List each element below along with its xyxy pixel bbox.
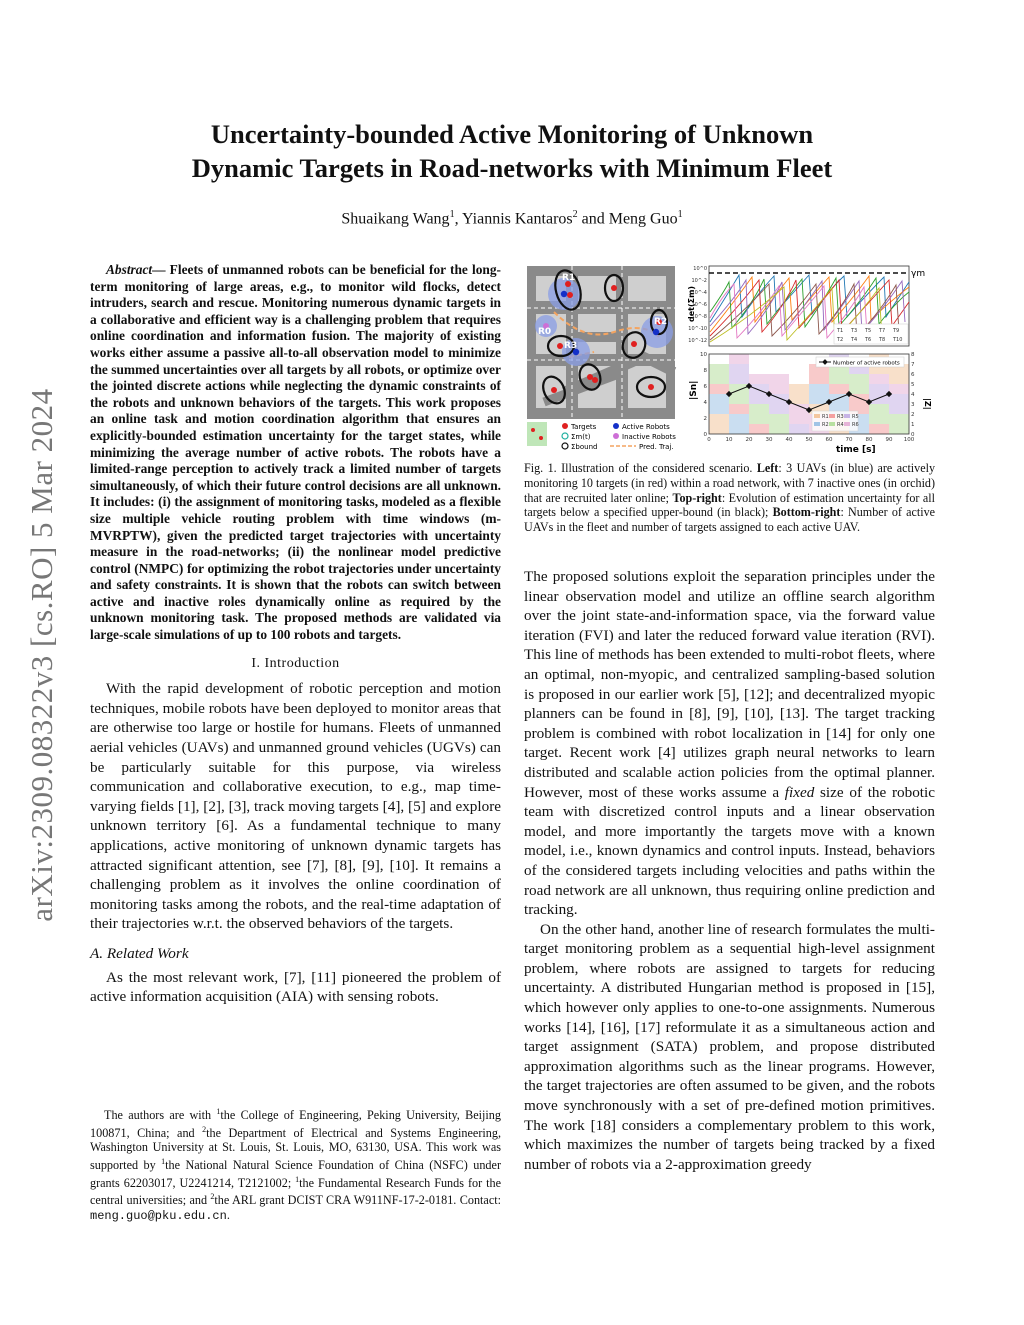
robot-label: R0 [538, 327, 552, 337]
svg-text:Inactive Robots: Inactive Robots [622, 433, 676, 441]
y-tick-label: 2 [703, 416, 707, 422]
x-tick-label: 40 [785, 437, 793, 443]
intro-paragraph: With the rapid development of robotic perception and motion techniques, mobile robots have been deployed to monitor areas that are otherwise too large or hostile for humans. Fleets of unmanned aerial vehicles (UAVs) and unmanned ground vehicles (UGVs) can be particularly suitable for this purpose, via wireless communication and collaborative execution, to e.g., map time-varying fields [1], [2], [3], track moving targets [4], [5] and explore unknown territory [6]. As a fundamental technique to many applications, active monitoring of unknown dynamic targets has attracted significant attention, see [7], [8], [9], [10]. It remains a challenging problem as it involves the online coordination of monitoring tasks among the robots, and the real-time adaptation of their trajectories w.r.t. the observed behaviors of the targets. [90, 680, 501, 933]
authors: Shuaikang Wang$^1$, Yiannis Kantaros$^2$ and Meng Guo$^1$ [341, 209, 683, 228]
assignment-bar [889, 414, 909, 434]
svg-text:T3: T3 [851, 328, 858, 334]
assignment-bar [829, 384, 849, 394]
svg-text:R2: R2 [822, 422, 829, 428]
assignment-bar [749, 374, 769, 384]
assignment-bar [769, 374, 789, 394]
figure-svg [524, 262, 935, 456]
figure-caption: Fig. 1. Illustration of the considered scenario. Left: 3 UAVs (in blue) are actively monitoring 10 targets (in red) within a road network, with 7 inactive ones (in orchid) that are recruited later online; Top-right: Evolution of estimation uncertainty for all targets below a specified upper-bound (in black); Bottom-right: Number of active UAVs in the fleet and number of targets assigned to each active UAV. [524, 461, 935, 535]
svg-text:T9: T9 [893, 328, 900, 334]
road-network-map [527, 266, 675, 419]
related-paragraph: As the most relevant work, [7], [11] pioneered the problem of active information acquisition (AIA) with sensing robots. [90, 968, 501, 1006]
svg-text:10^-6: 10^-6 [691, 302, 707, 308]
robot-label: R2 [654, 317, 668, 327]
svg-text:R6: R6 [852, 422, 859, 428]
svg-text:10^-2: 10^-2 [691, 278, 707, 284]
svg-text:Pred. Traj.: Pred. Traj. [639, 443, 674, 451]
assignment-bar [729, 414, 749, 434]
svg-text:T2: T2 [837, 337, 844, 343]
x-tick-label: 30 [765, 437, 773, 443]
x-tick-label: 70 [845, 437, 853, 443]
assignment-bar [789, 384, 809, 404]
svg-text:|Z|: |Z| [923, 398, 932, 410]
y-tick-label: 0 [703, 432, 707, 438]
svg-text:10^-12: 10^-12 [688, 338, 707, 344]
body-paragraph: The proposed solutions exploit the separation principles under the linear observation model and utilize an offline search algorithm over the joint state-and-information space, via the forward value iteration (FVI) and later the reduced forward value iteration (RVI). This line of methods has been extended to multi-robot fleets, where an optimal, non-myopic, and centralized sampling-based solution is proposed in our earlier work [5], [12]; and decentralized myopic planners can be found in [8], [9], [10], [13]. The target tracking problem is combined with robot localization in [14] for only one target. Recent work [4] utilizes graph neural networks to learn distributed and scalable action policies from the optimal planner. However, most of these works assume a fixed size of the robotic team with discretized control inputs and a linear observation model, and more importantly the targets move with a known model, i.e., known dynamics and control inputs. Instead, behaviors of the considered targets including velocities and paths within the road network are all unknown, thus requiring online prediction and tracking. [524, 568, 935, 919]
assignment-bar [709, 414, 729, 434]
robot-label: R3 [564, 341, 578, 351]
svg-text:Number of active robots: Number of active robots [833, 360, 900, 367]
svg-text:T8: T8 [879, 337, 886, 343]
map-legend [527, 422, 676, 451]
assignment-bar [869, 374, 889, 384]
section-heading: I. Introduction [251, 655, 340, 671]
svg-text:Σbound: Σbound [571, 443, 598, 451]
abstract: Abstract— Fleets of unmanned robots can be beneficial for the long-term monitoring of large areas, e.g., to monitor wild flocks, detect intruders, search and rescue. Monitoring numerous dynamic targets in a collaborative and efficient way is a challenging problem that requires online coordination and information fusion. The majority of existing works either assume a passive all-to-all observation model to minimize the summed uncertainties over all targets by all robots, or optimize over the jointed discrete actions while neglecting the dynamic constraints of the robots and unknown behaviors of the targets. This work proposes an online task and motion coordination algorithm that ensures an explicitly-bounded estimation uncertainty for the target states, while minimizing the average number of active robots. The robots have a limited-range perception to actively track a limited number of targets simultaneously, of which their future control decisions are all unknown. It includes: (i) the assignment of monitoring tasks, modeled as a flexible size multiple vehicle routing problem with time windows (m-MVRPTW), given the predicted target trajectories with uncertainty measure in the road-networks; (ii) the nonlinear model predictive control (NMPC) for optimizing the robot trajectories under uncertainty and safety constraints. It is shown that the robots can switch between active and inactive roles dynamically online as required by the unknown monitoring task. The proposed methods are validated via large-scale simulations of up to 100 robots and targets. [90, 262, 501, 643]
assignment-bar [729, 364, 749, 384]
svg-text:10^-10: 10^-10 [688, 326, 707, 332]
right-column [524, 567, 935, 1174]
y2-tick-label: 8 [911, 352, 915, 358]
svg-text:T5: T5 [865, 328, 872, 334]
assignment-bar [709, 364, 729, 384]
arxiv-stamp: arXiv:2309.08322v3 [cs.RO] 5 Mar 2024 [24, 388, 59, 922]
robot-label: R1 [562, 273, 576, 283]
y2-tick-label: 7 [911, 362, 915, 368]
body-paragraph: On the other hand, another line of research formulates the multi-target monitoring problem as a sequential high-level assignment problem, where robots are assigned to targets for reducing uncertainty. A distributed Hungarian method is proposed in [15], which however only applies to one-to-one assignments. Numerous works [14], [16], [17] reformulate it as a simultaneous action and target assignment (SATA) problem, and propose distributed approximation algorithms such as the linear programs. However, the target trajectories are often assumed to be given, and the robots move synchronously with a set of pre-defined motion primitives. The work [18] considers a complementary problem to this work, which maximizes the number of targets being tracked by a fixed number of robots via a 2-approximation greedy [524, 920, 935, 1173]
subsection-heading: A. Related Work [90, 944, 189, 962]
left-column [90, 262, 501, 1007]
svg-text:T4: T4 [851, 337, 858, 343]
assignment-bar [849, 374, 869, 394]
assignment-bar [889, 384, 909, 394]
assignment-bar [869, 404, 889, 424]
svg-text:Σm(t): Σm(t) [571, 433, 591, 441]
svg-text:10^0: 10^0 [693, 266, 707, 272]
y2-tick-label: 4 [911, 392, 915, 398]
y2-tick-label: 3 [911, 402, 915, 408]
svg-text:R4: R4 [837, 422, 844, 428]
x-tick-label: 0 [707, 437, 711, 443]
active-robots-chart [689, 352, 932, 455]
assignment-bar [789, 404, 809, 424]
y-tick-label: 10 [700, 352, 707, 358]
uncertainty-chart [687, 266, 925, 346]
x-tick-label: 50 [805, 437, 813, 443]
svg-text:T1: T1 [837, 328, 844, 334]
x-tick-label: 60 [825, 437, 833, 443]
y-tick-label: 8 [703, 368, 707, 374]
assignment-bar [769, 414, 789, 434]
svg-text:R5: R5 [852, 414, 859, 420]
svg-text:γm: γm [911, 269, 926, 279]
svg-text:Targets: Targets [571, 423, 597, 431]
x-tick-label: 80 [865, 437, 873, 443]
assignment-bar [889, 394, 909, 414]
assignment-bar [709, 384, 729, 394]
y-tick-label: 6 [703, 384, 707, 390]
assignment-bar [729, 404, 749, 414]
y2-tick-label: 5 [911, 382, 915, 388]
svg-text:det(Σm): det(Σm) [687, 285, 696, 322]
y-tick-label: 4 [703, 400, 707, 406]
y2-tick-label: 6 [911, 372, 915, 378]
figure-1 [524, 262, 935, 456]
contact-email[interactable]: meng.guo@pku.edu.cn [90, 1208, 227, 1223]
svg-text:R3: R3 [837, 414, 844, 420]
assignment-bar [789, 424, 809, 434]
x-axis-label: time [s] [836, 445, 876, 455]
paper-title: Uncertainty-bounded Active Monitoring of Unknown Dynamic Targets in Road-networks with Minimum Fleet [191, 119, 833, 183]
assignment-bar [729, 354, 749, 364]
svg-text:|Sn|: |Sn| [689, 380, 699, 400]
assignment-bar [869, 424, 889, 434]
y2-tick-label: 0 [911, 432, 915, 438]
assignment-bar [749, 424, 769, 434]
svg-text:R1: R1 [822, 414, 829, 420]
x-tick-label: 10 [725, 437, 733, 443]
svg-text:T7: T7 [879, 328, 886, 334]
y2-tick-label: 2 [911, 412, 915, 418]
svg-text:10^-4: 10^-4 [691, 290, 707, 296]
footnote: The authors are with $^1$the College of Engineering, Peking University, Beijing 100871, China; and $^2$the Department of Electrical and Systems Engineering, Washington University at St. Louis, St. Louis, MO, 63130, USA. This work was supported by $^1$the National Natural Science Foundation of China (NSFC) under grants 62203017, U2241214, T2121002; $^1$the Fundamental Research Funds for the central universities; and $^2$the ARL grant DCIST CRA W911NF-17-2-0181. Contact: meng.guo@pku.edu.cn. [90, 1107, 502, 1223]
assignment-bar [749, 404, 769, 424]
svg-text:Active Robots: Active Robots [622, 423, 670, 431]
assignment-bar [709, 394, 729, 414]
svg-text:T6: T6 [865, 337, 872, 343]
y2-tick-label: 1 [911, 422, 915, 428]
assignment-bar [809, 384, 829, 404]
x-tick-label: 100 [903, 437, 915, 443]
svg-text:T10: T10 [893, 337, 903, 343]
x-tick-label: 90 [885, 437, 893, 443]
assignment-bar [769, 394, 789, 414]
x-tick-label: 20 [745, 437, 753, 443]
svg-text:10^-8: 10^-8 [691, 314, 707, 320]
